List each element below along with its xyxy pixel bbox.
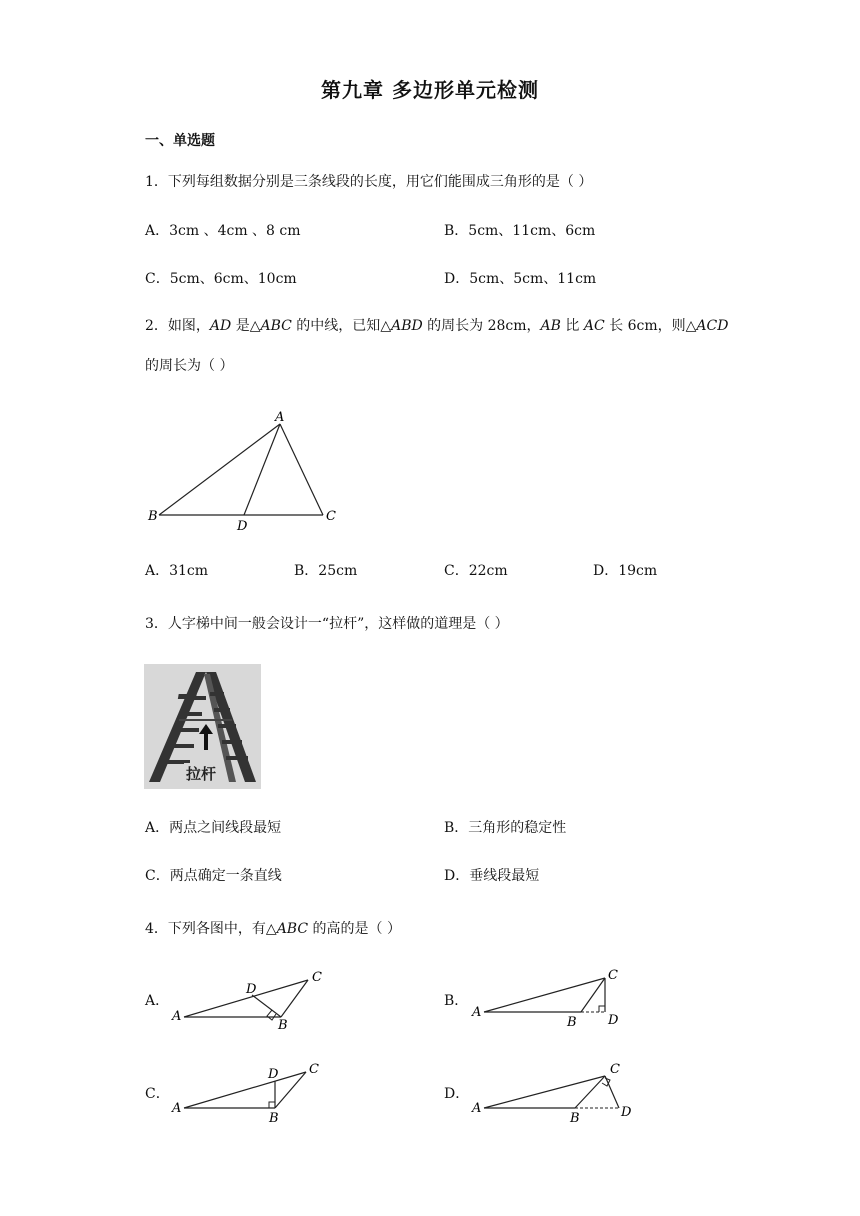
q4b-label-a: A [472,1005,482,1020]
q2-side-ac [280,424,323,515]
q4-figure-d [468,1058,648,1130]
q4-option-b[interactable]: B． [444,993,469,1009]
q4-text: 4．下列各图中，有△ [145,921,277,937]
q2-text: 2．如图， [145,318,210,334]
q4c-label-c: C [309,1062,319,1077]
q4d-label-a: A [472,1101,482,1116]
q4-figure-a [168,965,338,1035]
q2-stem-line1 [145,316,728,336]
q3-option-a[interactable]: A．两点之间线段最短 [145,820,282,836]
q4-figure-c [168,1058,338,1130]
q4d-label-b: B [570,1111,580,1126]
q4-option-d[interactable]: D． [444,1086,470,1102]
q1-option-c[interactable]: C．5cm、6cm、10cm [145,271,297,287]
page-title: 第九章 多边形单元检测 [321,78,539,102]
q3-option-b[interactable]: B．三角形的稳定性 [444,820,567,836]
ladder-photo [144,664,261,789]
q1-stem: 1．下列每组数据分别是三条线段的长度，用它们能围成三角形的是（ ） [145,174,593,190]
q4d-label-d: D [621,1105,632,1120]
q2-label-c: C [326,509,336,524]
q2-label-b: B [148,509,158,524]
q4a-label-d: D [246,982,257,997]
q4-text: 的高的是（ ） [308,921,401,937]
q2-text: 比 [560,318,584,334]
q1-option-a[interactable]: A．3cm 、4cm 、8 cm [145,223,301,239]
q2-segment-ac: AC [583,318,605,334]
q2-triangle-abd: △ABD [380,318,423,334]
q2-segment-ab: AB [540,318,561,334]
q2-stem-line2: 的周长为（ ） [145,358,234,374]
q2-text: 的中线，已知 [291,318,381,334]
q2-text: 的周长为 28cm， [422,318,541,334]
q2-option-d[interactable]: D．19cm [593,563,658,579]
q2-option-c[interactable]: C．22cm [444,563,508,579]
q4c-label-a: A [172,1101,182,1116]
q4a-label-b: B [278,1018,288,1033]
q2-triangle-figure [140,400,350,540]
q2-label-d: D [237,519,248,534]
q4d-label-c: C [610,1062,620,1077]
q1-option-b[interactable]: B．5cm、11cm、6cm [444,223,596,239]
q4-option-c[interactable]: C． [145,1086,170,1102]
q4a-label-c: C [312,970,322,985]
q3-option-c[interactable]: C．两点确定一条直线 [145,868,282,884]
q2-option-a[interactable]: A．31cm [145,563,209,579]
q2-triangle-acd: △ACD [685,318,729,334]
q2-text: 长 6cm，则 [604,318,686,334]
q4-stem [145,919,401,939]
ladder-label: 拉杆 [186,765,217,783]
q4-figure-b [468,962,638,1034]
q4-option-a[interactable]: A． [145,993,170,1009]
q2-option-b[interactable]: B．25cm [294,563,358,579]
q4c-label-d: D [268,1067,279,1082]
q4b-label-d: D [608,1013,619,1028]
q3-stem: 3．人字梯中间一般会设计一“拉杆”，这样做的道理是（ ） [145,616,509,632]
q1-option-d[interactable]: D．5cm、5cm、11cm [444,271,597,287]
q2-label-a: A [275,410,285,425]
q4b-label-c: C [608,968,618,983]
section-heading: 一、单选题 [145,133,215,149]
q2-triangle-abc: △ABC [249,318,292,334]
q4-triangle-abc: ABC [276,921,309,937]
q2-text: 是 [231,318,250,334]
q4b-label-b: B [567,1015,577,1030]
q2-segment-ad: AD [209,318,232,334]
q4a-label-a: A [172,1009,182,1024]
q4c-label-b: B [269,1111,279,1126]
q3-option-d[interactable]: D．垂线段最短 [444,868,540,884]
